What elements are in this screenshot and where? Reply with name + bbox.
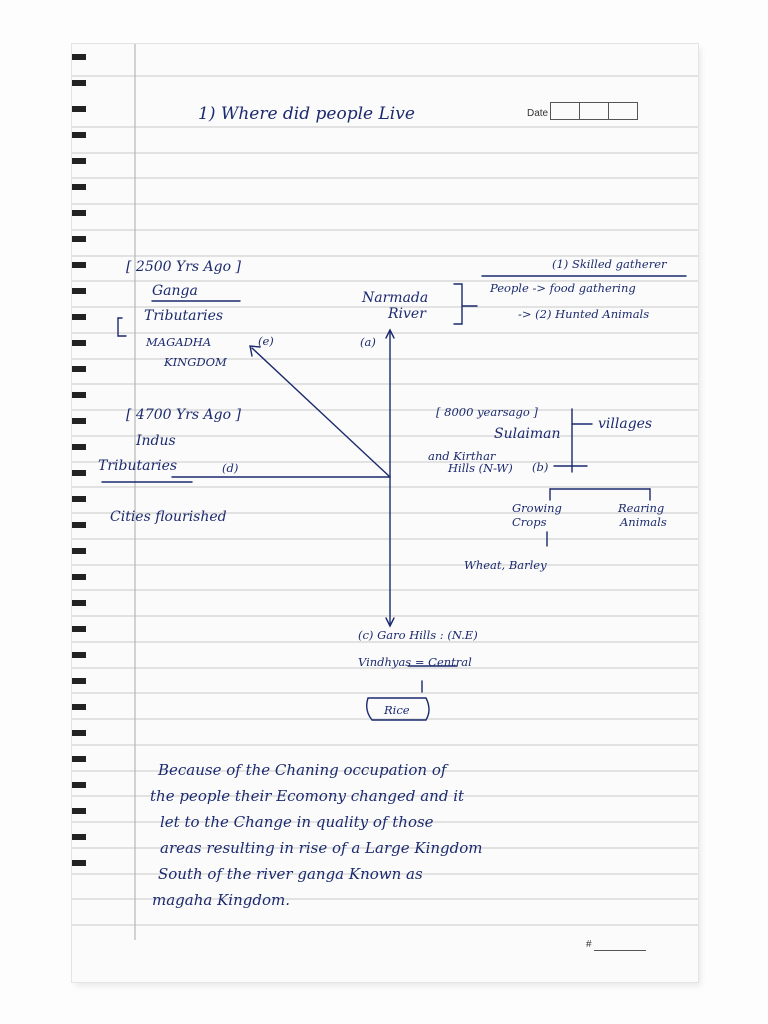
narmada-label: Narmada (362, 290, 429, 306)
paragraph-line-4: areas resulting in rise of a Large Kingdom (160, 839, 483, 857)
page-number-line (594, 950, 646, 951)
magadha-label: MAGADHA (146, 335, 212, 349)
rice-label: Rice (384, 703, 410, 717)
indus-label: Indus (136, 433, 176, 449)
people-food-gathering: People -> food gathering (490, 281, 636, 295)
indus-tributaries: Tributaries (98, 458, 178, 474)
hunted-animals: -> (2) Hunted Animals (518, 307, 650, 321)
cities-flourished: Cities flourished (110, 509, 227, 525)
northwest-period: [ 8000 yearsago ] (436, 405, 538, 419)
paragraph-line-1: Because of the Chaning occupation of (158, 761, 447, 779)
ganga-tributaries: Tributaries (144, 308, 224, 324)
hills-label: Hills (N-W) (448, 461, 513, 475)
vindhyas-label: Vindhyas = Central (358, 655, 472, 669)
kingdom-label: KINGDOM (164, 355, 227, 369)
date-boxes (550, 102, 638, 120)
hills-marker: (b) (532, 460, 549, 474)
wheat-barley: Wheat, Barley (464, 558, 547, 572)
crops-label: Crops (512, 515, 547, 529)
villages-label: villages (598, 416, 653, 432)
paragraph-line-3: let to the Change in quality of those (160, 813, 434, 831)
garo-hills: (c) Garo Hills : (N.E) (358, 628, 478, 642)
skilled-gatherer: (1) Skilled gatherer (552, 257, 667, 271)
indus-period: [ 4700 Yrs Ago ] (126, 407, 241, 423)
ganga-period: [ 2500 Yrs Ago ] (126, 259, 241, 275)
ganga-label: Ganga (152, 283, 198, 299)
rearing-label: Rearing (618, 501, 665, 515)
paragraph-line-2: the people their Ecomony changed and it (150, 787, 465, 805)
date-label: Date (527, 108, 549, 119)
kirthar-label: and Kirthar (428, 449, 496, 463)
sulaiman-label: Sulaiman (494, 426, 561, 442)
paragraph-line-5: South of the river ganga Known as (158, 865, 423, 883)
notebook-page (72, 44, 698, 982)
indus-marker: (d) (222, 461, 239, 475)
narmada-marker: (a) (360, 335, 376, 349)
page-title: 1) Where did people Live (198, 104, 415, 124)
page-number-label: # (586, 939, 592, 950)
river-label: River (388, 306, 426, 322)
animals-label: Animals (620, 515, 667, 529)
growing-label: Growing (512, 501, 562, 515)
magadha-marker: (e) (258, 334, 274, 348)
paragraph-line-6: magaha Kingdom. (152, 891, 290, 909)
